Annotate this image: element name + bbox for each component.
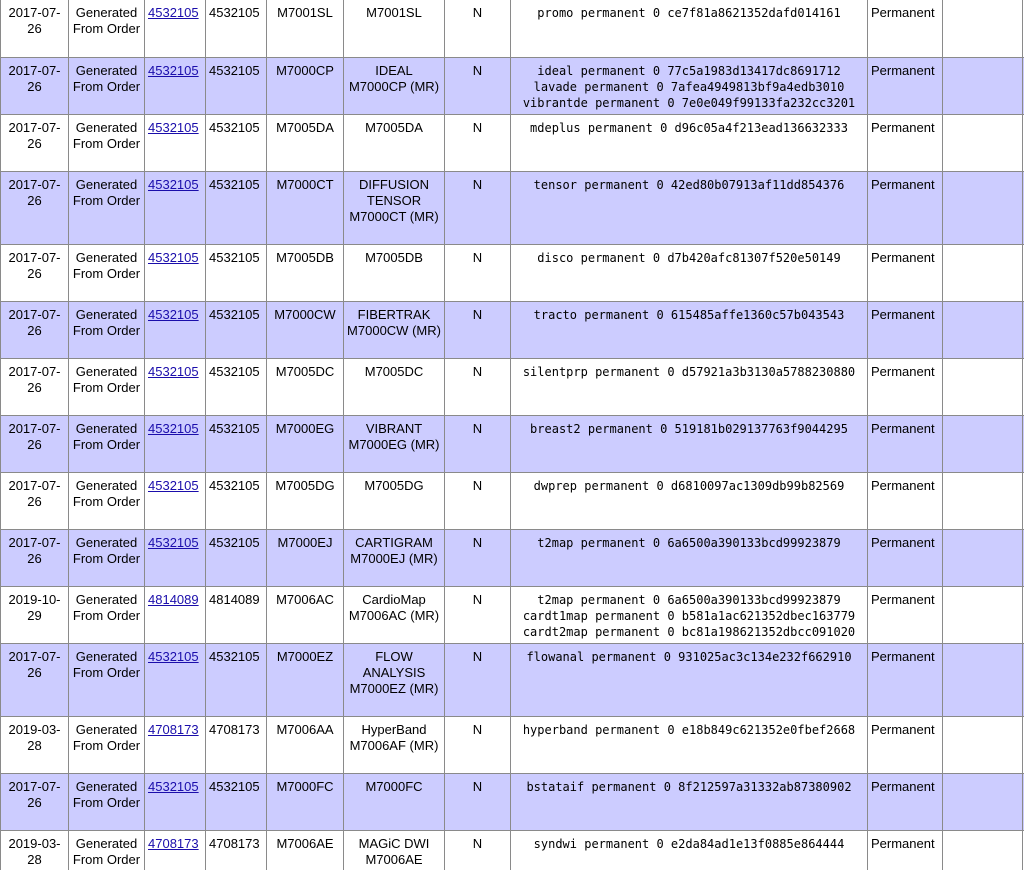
description-cell: M7001SL xyxy=(344,0,445,58)
license-codes-cell xyxy=(511,587,868,644)
description-cell: VIBRANT M7000EG (MR) xyxy=(344,416,445,473)
license-codes-cell xyxy=(511,245,868,302)
flag-cell: N xyxy=(445,0,511,58)
order-link[interactable]: 4532105 xyxy=(148,779,199,794)
order-link-cell xyxy=(145,644,206,717)
table-row xyxy=(1,644,1024,717)
flag-cell: N xyxy=(445,115,511,172)
license-type-cell: Permanent xyxy=(868,530,943,587)
flag-cell: N xyxy=(445,416,511,473)
source-cell: Generated From Order xyxy=(69,831,145,870)
empty-cell xyxy=(943,774,1023,831)
source-cell: Generated From Order xyxy=(69,530,145,587)
part-number-cell: M7000CP xyxy=(267,58,344,115)
order-link-cell xyxy=(145,587,206,644)
description-cell: M7005DG xyxy=(344,473,445,530)
source-cell: Generated From Order xyxy=(69,717,145,774)
description-cell: HyperBand M7006AF (MR) xyxy=(344,717,445,774)
license-code: bstataif permanent 0 8f212597a31332ab87380902 xyxy=(526,780,852,794)
order-number-cell: 4532105 xyxy=(206,302,267,359)
order-number-cell: 4532105 xyxy=(206,245,267,302)
part-number-cell: M7006AA xyxy=(267,717,344,774)
order-link-cell xyxy=(145,774,206,831)
date-cell: 2017-07-26 xyxy=(1,774,69,831)
part-number-cell: M7000FC xyxy=(267,774,344,831)
empty-cell xyxy=(943,245,1023,302)
date-cell: 2017-07-26 xyxy=(1,644,69,717)
description-cell: M7005DC xyxy=(344,359,445,416)
order-number-cell: 4532105 xyxy=(206,530,267,587)
part-number-cell: M7000EG xyxy=(267,416,344,473)
order-link-cell xyxy=(145,115,206,172)
flag-cell: N xyxy=(445,302,511,359)
license-code: t2map permanent 0 6a6500a390133bcd99923879 xyxy=(537,593,841,607)
table-row xyxy=(1,172,1024,245)
empty-cell xyxy=(943,58,1023,115)
license-type-cell: Permanent xyxy=(868,473,943,530)
license-codes-cell xyxy=(511,416,868,473)
order-number-cell: 4708173 xyxy=(206,717,267,774)
table-row xyxy=(1,58,1024,115)
date-cell: 2019-03-28 xyxy=(1,717,69,774)
license-type-cell: Permanent xyxy=(868,58,943,115)
empty-cell xyxy=(943,0,1023,58)
order-number-cell: 4532105 xyxy=(206,0,267,58)
order-link-cell xyxy=(145,172,206,245)
empty-cell xyxy=(943,530,1023,587)
description-cell: MAGiC DWI M7006AE xyxy=(344,831,445,870)
flag-cell: N xyxy=(445,245,511,302)
order-link[interactable]: 4532105 xyxy=(148,421,199,436)
license-code: mdeplus permanent 0 d96c05a4f213ead136632333 xyxy=(530,121,848,135)
order-link[interactable]: 4532105 xyxy=(148,250,199,265)
date-cell: 2017-07-26 xyxy=(1,0,69,58)
license-code: tracto permanent 0 615485affe1360c57b043543 xyxy=(533,308,845,322)
order-number-cell: 4708173 xyxy=(206,831,267,870)
flag-cell: N xyxy=(445,587,511,644)
license-code: tensor permanent 0 42ed80b07913af11dd854376 xyxy=(533,178,845,192)
source-cell: Generated From Order xyxy=(69,58,145,115)
order-link[interactable]: 4532105 xyxy=(148,478,199,493)
license-codes-cell xyxy=(511,359,868,416)
date-cell: 2017-07-26 xyxy=(1,245,69,302)
order-link[interactable]: 4532105 xyxy=(148,307,199,322)
flag-cell: N xyxy=(445,172,511,245)
order-number-cell: 4532105 xyxy=(206,473,267,530)
order-link[interactable]: 4814089 xyxy=(148,592,199,607)
license-type-cell: Permanent xyxy=(868,245,943,302)
license-table-body xyxy=(1,0,1024,870)
order-link[interactable]: 4532105 xyxy=(148,649,199,664)
date-cell: 2017-07-26 xyxy=(1,172,69,245)
description-cell: M7000FC xyxy=(344,774,445,831)
source-cell: Generated From Order xyxy=(69,587,145,644)
order-link[interactable]: 4532105 xyxy=(148,5,199,20)
date-cell: 2019-10-29 xyxy=(1,587,69,644)
table-row xyxy=(1,831,1024,870)
order-link[interactable]: 4708173 xyxy=(148,722,199,737)
order-link[interactable]: 4532105 xyxy=(148,535,199,550)
empty-cell xyxy=(943,831,1023,870)
order-link-cell xyxy=(145,416,206,473)
order-link-cell xyxy=(145,0,206,58)
license-code: promo permanent 0 ce7f81a8621352dafd014161 xyxy=(537,6,841,20)
date-cell: 2017-07-26 xyxy=(1,473,69,530)
license-code: t2map permanent 0 6a6500a390133bcd99923879 xyxy=(537,536,841,550)
flag-cell: N xyxy=(445,58,511,115)
source-cell: Generated From Order xyxy=(69,644,145,717)
flag-cell: N xyxy=(445,473,511,530)
part-number-cell: M7005DC xyxy=(267,359,344,416)
license-codes-cell xyxy=(511,717,868,774)
license-code: breast2 permanent 0 519181b029137763f9044295 xyxy=(530,422,848,436)
order-number-cell: 4532105 xyxy=(206,58,267,115)
empty-cell xyxy=(943,359,1023,416)
description-cell: M7005DB xyxy=(344,245,445,302)
license-type-cell: Permanent xyxy=(868,0,943,58)
order-number-cell: 4532105 xyxy=(206,774,267,831)
source-cell: Generated From Order xyxy=(69,473,145,530)
empty-cell xyxy=(943,644,1023,717)
empty-cell xyxy=(943,473,1023,530)
license-type-cell: Permanent xyxy=(868,359,943,416)
flag-cell: N xyxy=(445,717,511,774)
description-cell: CARTIGRAM M7000EJ (MR) xyxy=(344,530,445,587)
source-cell: Generated From Order xyxy=(69,172,145,245)
date-cell: 2017-07-26 xyxy=(1,359,69,416)
description-cell: M7005DA xyxy=(344,115,445,172)
part-number-cell: M7001SL xyxy=(267,0,344,58)
part-number-cell: M7005DB xyxy=(267,245,344,302)
license-code: flowanal permanent 0 931025ac3c134e232f662910 xyxy=(526,650,852,664)
license-code: ideal permanent 0 77c5a1983d13417dc8691712 xyxy=(537,64,841,78)
license-type-cell: Permanent xyxy=(868,115,943,172)
license-type-cell: Permanent xyxy=(868,416,943,473)
source-cell: Generated From Order xyxy=(69,359,145,416)
table-row xyxy=(1,416,1024,473)
order-link-cell xyxy=(145,530,206,587)
source-cell: Generated From Order xyxy=(69,774,145,831)
date-cell: 2017-07-26 xyxy=(1,530,69,587)
table-row xyxy=(1,774,1024,831)
order-number-cell: 4532105 xyxy=(206,359,267,416)
table-row xyxy=(1,115,1024,172)
table-row xyxy=(1,717,1024,774)
table-row xyxy=(1,0,1024,58)
order-number-cell: 4532105 xyxy=(206,115,267,172)
license-type-cell: Permanent xyxy=(868,717,943,774)
license-codes-cell xyxy=(511,172,868,245)
flag-cell: N xyxy=(445,359,511,416)
source-cell: Generated From Order xyxy=(69,416,145,473)
table-row xyxy=(1,473,1024,530)
part-number-cell: M7000CT xyxy=(267,172,344,245)
order-link[interactable]: 4532105 xyxy=(148,120,199,135)
description-cell: FIBERTRAK M7000CW (MR) xyxy=(344,302,445,359)
empty-cell xyxy=(943,587,1023,644)
part-number-cell: M7006AE xyxy=(267,831,344,870)
license-codes-cell xyxy=(511,774,868,831)
order-link-cell xyxy=(145,302,206,359)
table-row xyxy=(1,245,1024,302)
table-row xyxy=(1,302,1024,359)
date-cell: 2017-07-26 xyxy=(1,416,69,473)
license-codes-cell xyxy=(511,644,868,717)
description-cell: DIFFUSION TENSOR M7000CT (MR) xyxy=(344,172,445,245)
date-cell: 2017-07-26 xyxy=(1,58,69,115)
flag-cell: N xyxy=(445,530,511,587)
license-type-cell: Permanent xyxy=(868,644,943,717)
license-codes-cell xyxy=(511,58,868,115)
empty-cell xyxy=(943,416,1023,473)
order-number-cell: 4814089 xyxy=(206,587,267,644)
description-cell: CardioMap M7006AC (MR) xyxy=(344,587,445,644)
license-code: silentprp permanent 0 d57921a3b3130a5788230880 xyxy=(522,365,856,379)
table-row xyxy=(1,530,1024,587)
license-type-cell: Permanent xyxy=(868,172,943,245)
order-link[interactable]: 4532105 xyxy=(148,364,199,379)
description-cell: FLOW ANALYSIS M7000EZ (MR) xyxy=(344,644,445,717)
license-codes-cell xyxy=(511,302,868,359)
empty-cell xyxy=(943,172,1023,245)
source-cell: Generated From Order xyxy=(69,115,145,172)
source-cell: Generated From Order xyxy=(69,302,145,359)
order-number-cell: 4532105 xyxy=(206,416,267,473)
source-cell: Generated From Order xyxy=(69,245,145,302)
date-cell: 2017-07-26 xyxy=(1,115,69,172)
source-cell: Generated From Order xyxy=(69,0,145,58)
order-link-cell xyxy=(145,359,206,416)
order-link[interactable]: 4708173 xyxy=(148,836,199,851)
license-type-cell: Permanent xyxy=(868,831,943,870)
license-code: hyperband permanent 0 e18b849c621352e0fbef2668 xyxy=(522,723,856,737)
order-link-cell xyxy=(145,717,206,774)
order-link[interactable]: 4532105 xyxy=(148,177,199,192)
empty-cell xyxy=(943,717,1023,774)
order-link-cell xyxy=(145,58,206,115)
part-number-cell: M7000CW xyxy=(267,302,344,359)
order-link-cell xyxy=(145,831,206,870)
license-codes-cell xyxy=(511,473,868,530)
date-cell: 2017-07-26 xyxy=(1,302,69,359)
description-cell: IDEAL M7000CP (MR) xyxy=(344,58,445,115)
part-number-cell: M7005DA xyxy=(267,115,344,172)
license-code: dwprep permanent 0 d6810097ac1309db99b82569 xyxy=(533,479,845,493)
table-row xyxy=(1,587,1024,644)
license-codes-cell xyxy=(511,831,868,870)
order-link-cell xyxy=(145,245,206,302)
order-number-cell: 4532105 xyxy=(206,172,267,245)
flag-cell: N xyxy=(445,644,511,717)
part-number-cell: M7006AC xyxy=(267,587,344,644)
license-code: cardt2map permanent 0 bc81a198621352dbcc091020 xyxy=(522,625,856,639)
license-code: disco permanent 0 d7b420afc81307f520e50149 xyxy=(537,251,841,265)
license-type-cell: Permanent xyxy=(868,587,943,644)
license-code: lavade permanent 0 7afea4949813bf9a4edb3010 xyxy=(533,80,845,94)
empty-cell xyxy=(943,302,1023,359)
order-link-cell xyxy=(145,473,206,530)
empty-cell xyxy=(943,115,1023,172)
order-link[interactable]: 4532105 xyxy=(148,63,199,78)
flag-cell: N xyxy=(445,831,511,870)
date-cell: 2019-03-28 xyxy=(1,831,69,870)
license-codes-cell xyxy=(511,0,868,58)
license-codes-cell xyxy=(511,530,868,587)
license-code: syndwi permanent 0 e2da84ad1e13f0885e864444 xyxy=(533,837,845,851)
license-type-cell: Permanent xyxy=(868,774,943,831)
license-code: cardt1map permanent 0 b581a1ac621352dbec163779 xyxy=(522,609,856,623)
license-codes-cell xyxy=(511,115,868,172)
flag-cell: N xyxy=(445,774,511,831)
order-number-cell: 4532105 xyxy=(206,644,267,717)
license-type-cell: Permanent xyxy=(868,302,943,359)
part-number-cell: M7000EZ xyxy=(267,644,344,717)
part-number-cell: M7005DG xyxy=(267,473,344,530)
part-number-cell: M7000EJ xyxy=(267,530,344,587)
table-row xyxy=(1,359,1024,416)
license-code: vibrantde permanent 0 7e0e049f99133fa232cc3201 xyxy=(522,96,856,110)
